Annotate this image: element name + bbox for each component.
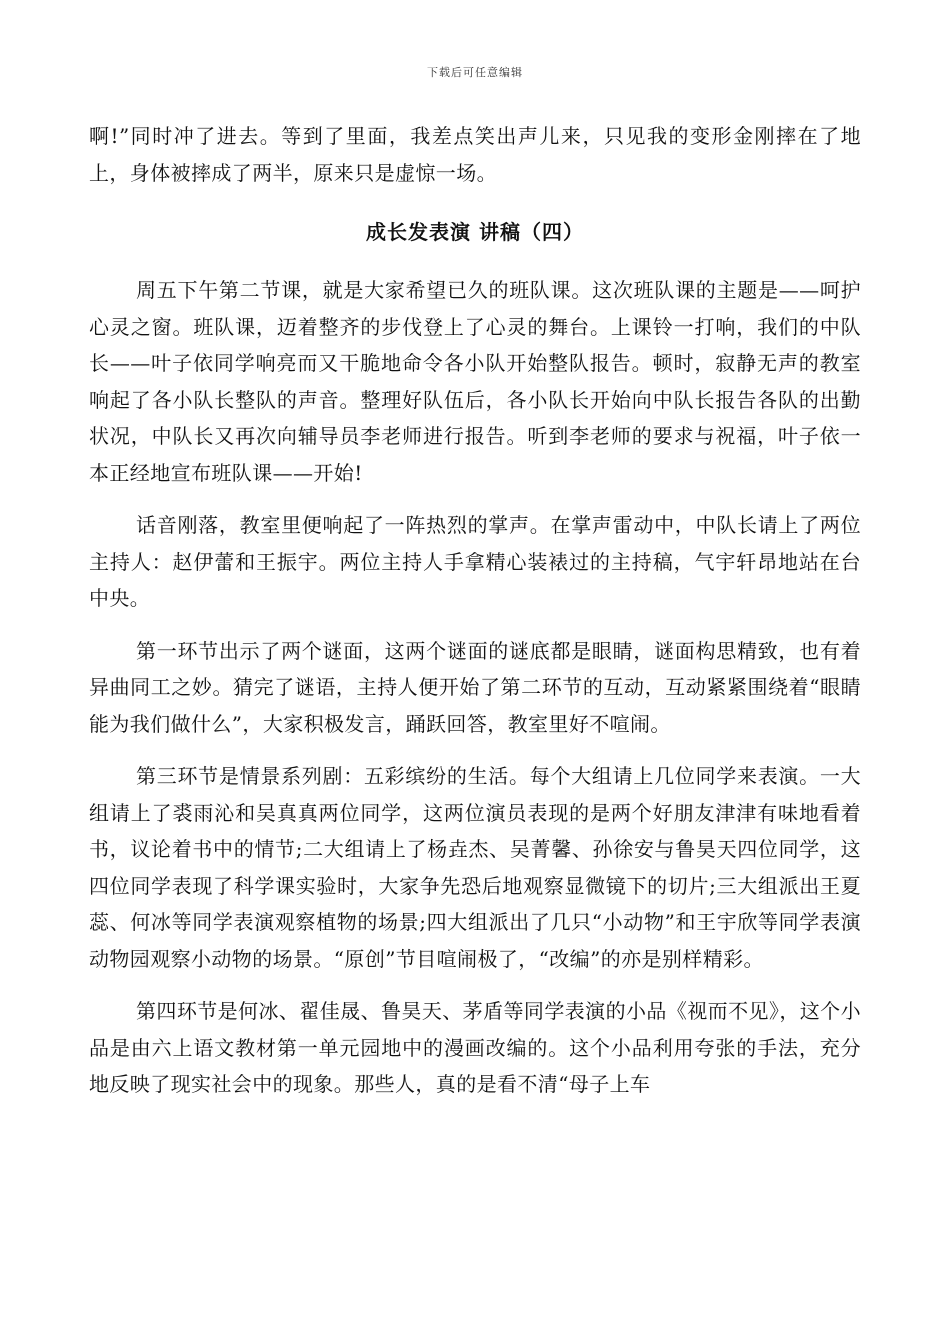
document-body <box>89 118 861 1103</box>
body-paragraph-4: 第三环节是情景系列剧：五彩缤纷的生活。每个大组请上几位同学来表演。一大组请上了裘雨沁和吴真真两位同学，这两位演员表现的是两个好朋友津津有味地看着书，议论着书中的情节;二大组请上了杨垚杰、吴菁馨、孙徐安与鲁昊天四位同学，这四位同学表现了科学课实验时，大家争先恐后地观察显微镜下的切片;三大组派出王夏蕊、何冰等同学表演观察植物的场景;四大组派出了几只“小动物”和王宇欣等同学表演动物园观察小动物的场景。“原创”节目喧闹极了，“改编”的亦是别样精彩。 <box>89 764 861 971</box>
body-paragraph-1: 周五下午第二节课，就是大家希望已久的班队课。这次班队课的主题是——呵护心灵之窗。班队课，迈着整齐的步伐登上了心灵的舞台。上课铃一打响，我们的中队长——叶子依同学响亮而又干脆地命令各小队开始整队报告。顿时，寂静无声的教室响起了各小队长整队的声音。整理好队伍后，各小队长开始向中队长报告各队的出勤状况，中队长又再次向辅导员李老师进行报告。听到李老师的要求与祝福，叶子依一本正经地宣布班队课——开始! <box>89 278 861 485</box>
page-header: 下载后可任意编辑 <box>427 66 523 79</box>
continued-paragraph: 啊!”同时冲了进去。等到了里面，我差点笑出声儿来，只见我的变形金刚摔在了地上，身体被摔成了两半，原来只是虚惊一场。 <box>89 124 861 185</box>
section-title: 成长发表演 讲稿（四） <box>366 220 584 244</box>
body-paragraph-2: 话音刚落，教室里便响起了一阵热烈的掌声。在掌声雷动中，中队长请上了两位主持人：赵伊蕾和王振宇。两位主持人手拿精心装裱过的主持稿，气宇轩昂地站在台中央。 <box>89 513 861 610</box>
body-paragraph-5: 第四环节是何冰、翟佳晟、鲁昊天、茅盾等同学表演的小品《视而不见》，这个小品是由六上语文教材第一单元园地中的漫画改编的。这个小品利用夸张的手法，充分地反映了现实社会中的现象。那些人，真的是看不清“母子上车 <box>89 999 861 1096</box>
body-paragraph-3: 第一环节出示了两个谜面，这两个谜面的谜底都是眼睛，谜面构思精致，也有着异曲同工之妙。猜完了谜语，主持人便开始了第二环节的互动，互动紧紧围绕着“眼睛能为我们做什么”，大家积极发言，踊跃回答，教室里好不喧闹。 <box>89 638 861 736</box>
